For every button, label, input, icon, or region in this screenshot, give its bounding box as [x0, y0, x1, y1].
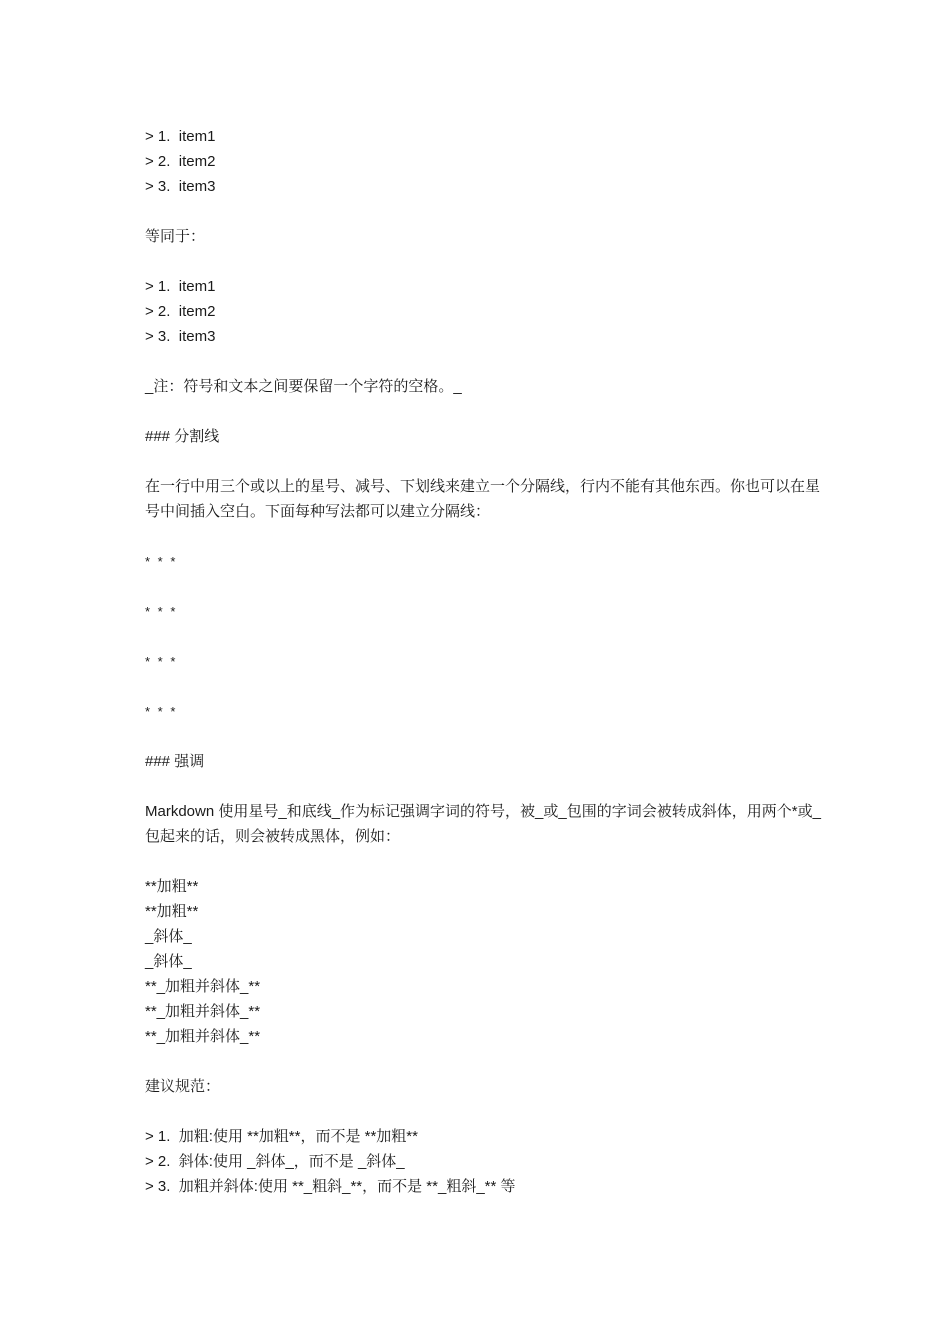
equivalent-label: 等同于：: [145, 228, 206, 245]
list-item: > 1. item1: [145, 278, 216, 295]
list-item: > 2. item2: [145, 153, 216, 170]
suggest-label: 建议规范：: [145, 1078, 221, 1095]
emphasis-example: **加粗**: [145, 903, 199, 920]
divider-example: * * *: [145, 604, 178, 619]
document-body: [145, 124, 825, 1199]
list-item: > 3. item3: [145, 178, 216, 195]
divider-paragraph: 在一行中用三个或以上的星号、减号、下划线来建立一个分隔线，行内不能有其他东西。你也可以在星号中间插入空白。下面每种写法都可以建立分隔线：: [145, 478, 821, 520]
emphasis-example: _斜体_: [145, 953, 192, 970]
list-item: > 3. item3: [145, 328, 216, 345]
list-item: > 2. 斜体:使用 _斜体_，而不是 _斜体_: [145, 1153, 405, 1170]
divider-example: * * *: [145, 654, 178, 669]
heading-emphasis: ### 强调: [145, 753, 205, 770]
note-text: _注：符号和文本之间要保留一个字符的空格。_: [145, 378, 462, 395]
emphasis-example: _斜体_: [145, 928, 192, 945]
list-item: > 1. 加粗:使用 **加粗**，而不是 **加粗**: [145, 1128, 418, 1145]
emphasis-example: **加粗**: [145, 878, 199, 895]
list-item: > 3. 加粗并斜体:使用 **_粗斜_**，而不是 **_粗斜_** 等: [145, 1178, 516, 1195]
divider-example: * * *: [145, 704, 178, 719]
divider-example: * * *: [145, 554, 178, 569]
emphasis-example: **_加粗并斜体_**: [145, 1028, 261, 1045]
heading-divider: ### 分割线: [145, 428, 220, 445]
emphasis-example: **_加粗并斜体_**: [145, 1003, 261, 1020]
emphasis-paragraph: Markdown 使用星号_和底线_作为标记强调字词的符号，被_或_包围的字词会被转成斜体，用两个*或_包起来的话，则会被转成黑体，例如：: [145, 803, 821, 845]
list-item: > 1. item1: [145, 128, 216, 145]
emphasis-example: **_加粗并斜体_**: [145, 978, 261, 995]
list-item: > 2. item2: [145, 303, 216, 320]
